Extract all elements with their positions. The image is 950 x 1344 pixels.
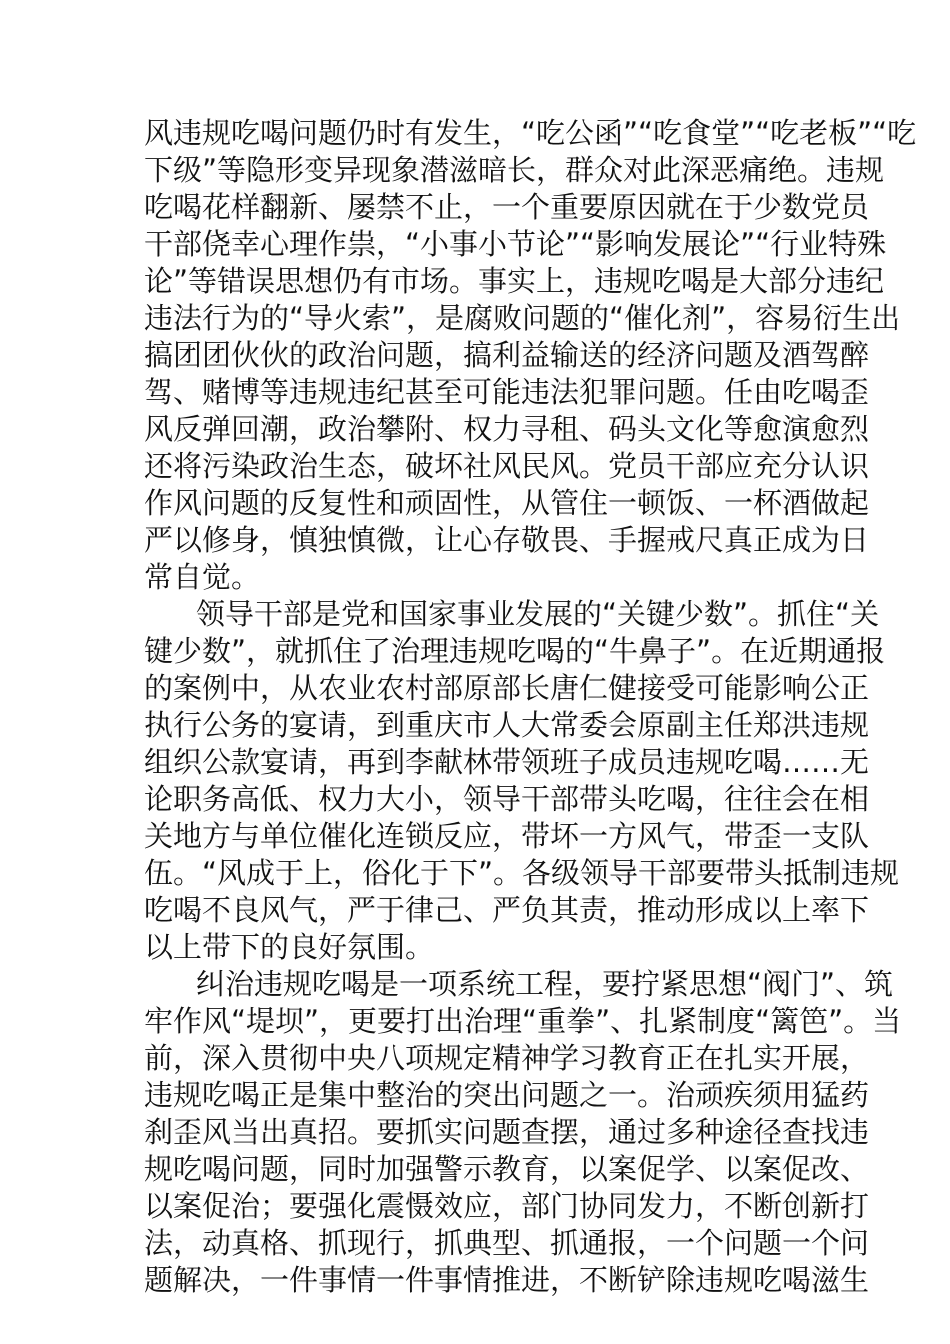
text-line: 牢作风“堤坝”，更要打出治理“重拳”、扎紧制度“篱笆”。当: [144, 1004, 902, 1038]
text-line: 违法行为的“导火索”，是腐败问题的“催化剂”，容易衍生出: [144, 301, 901, 335]
text-line: 违规吃喝正是集中整治的突出问题之一。治顽疾须用猛药: [144, 1078, 870, 1112]
text-line: 吃喝花样翻新、屡禁不止，一个重要原因就在于少数党员: [144, 190, 870, 224]
text-line: 论职务高低、权力大小，领导干部带头吃喝，往往会在相: [144, 782, 870, 816]
text-line: 法，动真格、抓现行，抓典型、抓通报，一个问题一个问: [144, 1226, 870, 1260]
text-line: 风反弹回潮，政治攀附、权力寻租、码头文化等愈演愈烈: [144, 412, 870, 446]
text-line: 执行公务的宴请，到重庆市人大常委会原副主任郑洪违规: [144, 708, 870, 742]
text-line: 常自觉。: [144, 560, 261, 594]
text-line: 组织公款宴请，再到李献林带领班子成员违规吃喝……无: [144, 745, 870, 779]
text-line: 风违规吃喝问题仍时有发生，“吃公函”“吃食堂”“吃老板”“吃: [144, 116, 917, 150]
text-line: 规吃喝问题，同时加强警示教育，以案促学、以案促改、: [144, 1152, 870, 1186]
text-line: 搞团团伙伙的政治问题，搞利益输送的经济问题及酒驾醉: [144, 338, 870, 372]
text-line: 题解决，一件事情一件事情推进，不断铲除违规吃喝滋生: [144, 1263, 870, 1297]
text-line: 还将污染政治生态，破坏社风民风。党员干部应充分认识: [144, 449, 870, 483]
text-line: 伍。“风成于上，俗化于下”。各级领导干部要带头抵制违规: [144, 856, 900, 890]
text-line: 下级”等隐形变异现象潜滋暗长，群众对此深恶痛绝。违规: [144, 153, 885, 187]
text-line: 驾、赌博等违规违纪甚至可能违法犯罪问题。任由吃喝歪: [144, 375, 870, 409]
paragraph-first-line: 纠治违规吃喝是一项系统工程，要拧紧思想“阀门”、筑: [196, 967, 894, 1001]
text-line: 以案促治；要强化震慑效应，部门协同发力，不断创新打: [144, 1189, 870, 1223]
paragraph-first-line: 领导干部是党和国家事业发展的“关键少数”。抓住“关: [196, 597, 880, 631]
text-line: 论”等错误思想仍有市场。事实上，违规吃喝是大部分违纪: [144, 264, 885, 298]
text-line: 以上带下的良好氛围。: [144, 930, 435, 964]
text-line: 干部侥幸心理作祟，“小事小节论”“影响发展论”“行业特殊: [144, 227, 887, 261]
text-line: 键少数”，就抓住了治理违规吃喝的“牛鼻子”。在近期通报: [144, 634, 886, 668]
text-line: 严以修身，慎独慎微，让心存敬畏、手握戒尺真正成为日: [144, 523, 870, 557]
text-line: 前，深入贯彻中央八项规定精神学习教育正在扎实开展，: [144, 1041, 870, 1075]
text-line: 的案例中，从农业农村部原部长唐仁健接受可能影响公正: [144, 671, 870, 705]
document-page: [144, 0, 917, 1344]
text-line: 关地方与单位催化连锁反应，带坏一方风气，带歪一支队: [144, 819, 870, 853]
text-line: 刹歪风当出真招。要抓实问题查摆，通过多种途径查找违: [144, 1115, 870, 1149]
text-line: 作风问题的反复性和顽固性，从管住一顿饭、一杯酒做起: [144, 486, 870, 520]
text-line: 吃喝不良风气，严于律己、严负其责，推动形成以上率下: [144, 893, 870, 927]
